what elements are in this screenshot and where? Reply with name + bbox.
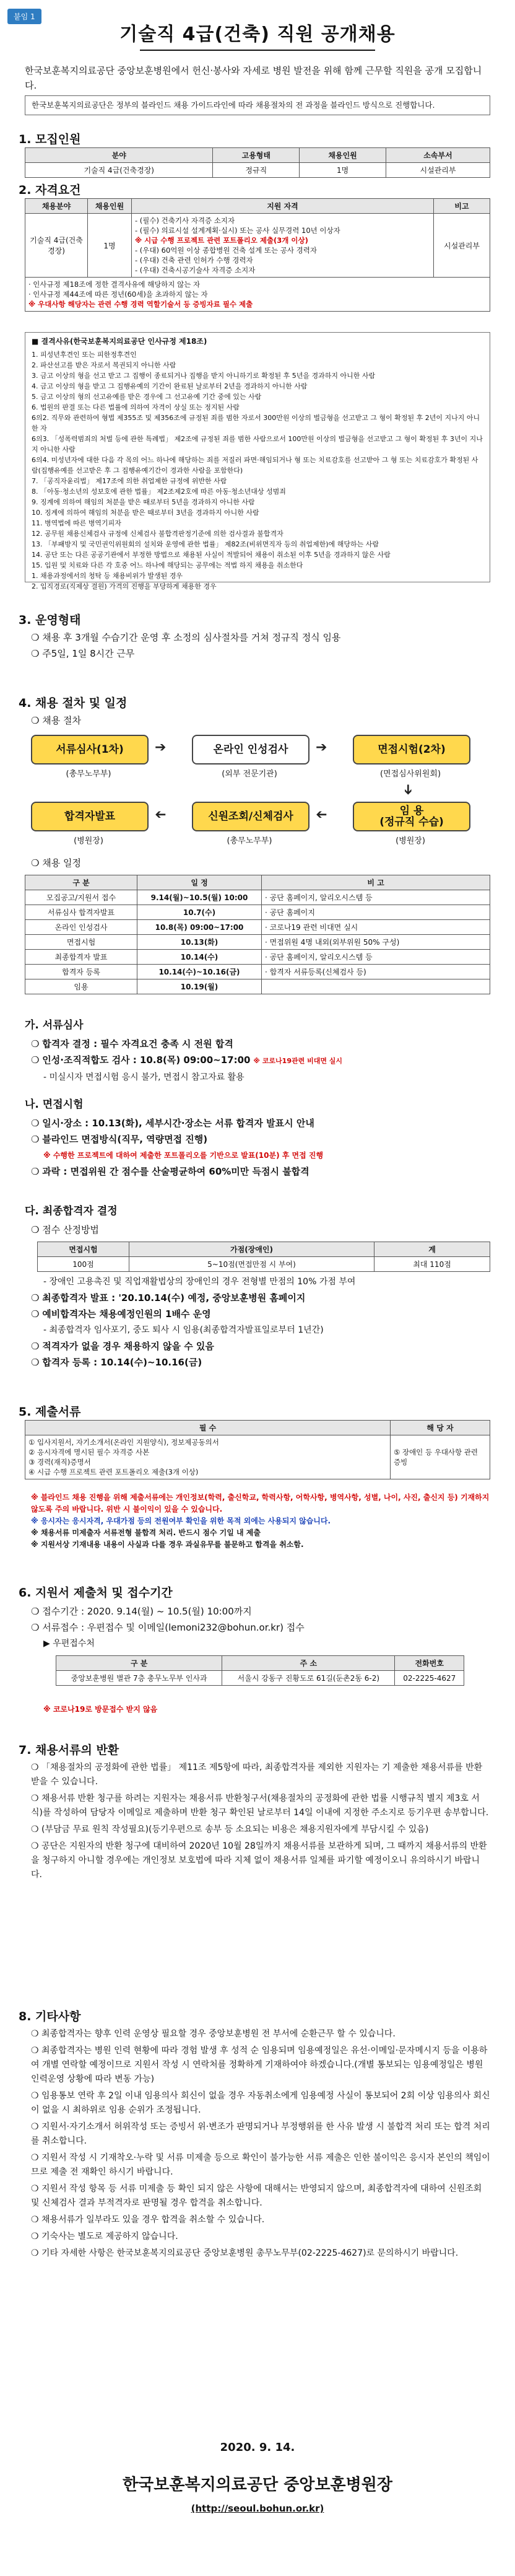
doc-review-sub: - 미실시자 면접시험 응시 불가, 면접시 참고자료 활용: [43, 1072, 245, 1082]
td-phone: 02-2225-4627: [395, 1671, 464, 1686]
section-return: 7. 채용서류의 반환: [19, 1743, 119, 1757]
return-item: [31, 1823, 490, 1837]
schedule-title: 채용 일정: [42, 857, 81, 869]
bullet-icon: ❍: [31, 2029, 42, 2039]
operation-text: 주5일, 1일 8시간 근무: [42, 648, 135, 659]
flow-step-1-owner: (총무노무부): [66, 769, 111, 779]
item-text: 기숙사는 별도로 제공하지 않습니다.: [41, 2232, 178, 2241]
disq-item: 2. 파산선고를 받은 자로서 복권되지 아니한 사람: [32, 361, 176, 369]
arrow-icon: ➔: [155, 740, 167, 755]
disq-item: 7. 「공직자윤리법」 제17조에 의한 취업제한 규정에 위반한 사람: [32, 477, 227, 485]
bullet-icon: ❍: [31, 2091, 42, 2101]
section-qualifications: 2. 자격요건: [19, 183, 81, 197]
operation-item: ❍ 채용 후 3개월 수습기간 운영 후 소정의 심사절차를 거쳐 정규직 정식 임용: [31, 632, 341, 643]
submission-item: ❍ 서류접수 : 우편접수 및 이메일(lemoni232@bohun.or.kr) 접수: [31, 1622, 305, 1633]
schedule-row: [25, 935, 490, 950]
schedule-cell: 서류심사 합격자발표: [25, 905, 137, 920]
qual-item: - (우대) 60억원 이상 종합병원 건축 설계 또는 공사 경력자: [135, 246, 317, 255]
disq-item: 14. 공단 또는 다른 공공기관에서 부정한 방법으로 채용된 사실이 적발되어 채용이 취소된 이후 5년을 경과하지 않은 사람: [32, 551, 391, 559]
disq-list: [32, 349, 483, 592]
qual-item: - (필수) 건축기사 자격증 소지자: [135, 216, 235, 225]
flow-step-6: 임 용 (정규직 수습): [353, 802, 470, 831]
arrow-left-icon: ➔: [316, 807, 327, 822]
qual-item: ※ 시급 수행 프로젝트 관련 포트폴리오 제출(3개 이상): [135, 236, 308, 245]
schedule-cell: · 면접위원 4명 내외(외부위원 50% 구성): [262, 935, 490, 950]
bullet-icon: ❍: [31, 2122, 42, 2132]
documents-notes: [31, 1492, 490, 1551]
schedule-cell: 10.7(수): [137, 905, 262, 920]
bullet-icon: ❍: [31, 1763, 42, 1772]
arrow-left-icon: ➔: [155, 807, 167, 822]
disq-item: 15. 입원 및 치료와 다른 각 호중 어느 하나에 해당되는 공무에는 적법 하지 채용을 취소한다: [32, 561, 303, 569]
th-q-note: 비고: [434, 199, 490, 214]
final-text: 적격자가 없을 경우 채용하지 않을 수 있음: [42, 1341, 214, 1352]
schedule-cell: 10.8(목) 09:00~17:00: [137, 920, 262, 935]
th-bonus: 가점(장애인): [129, 1242, 374, 1257]
interview-note: ※ 수행한 프로젝트에 대하여 제출한 포트폴리오를 기반으로 발표(10분) 후 면접 진행: [43, 1151, 324, 1160]
schedule-cell: [262, 979, 490, 994]
remark-item: · 인사규정 제44조에 따른 정년(60세)을 초과하지 않는 자: [28, 290, 208, 299]
must-docs: [25, 1435, 391, 1479]
doc-note: ※ 채용서류 미제출자 서류전형 불합격 처리. 반드시 점수 기일 내 제출: [31, 1528, 261, 1537]
process-title: 채용 절차: [42, 715, 81, 726]
return-list: [31, 1761, 490, 1885]
operation-list: [31, 629, 490, 662]
arrow-down-icon: ➔: [400, 784, 416, 795]
opt-docs: ⑤ 장애인 등 우대사항 관련 증빙: [391, 1435, 490, 1479]
final-sub: - 장애인 고용촉진 및 직업재활법상의 장애인의 경우 전형별 만점의 10% 가점 부여: [43, 1277, 356, 1287]
th-addr-type: 구 분: [56, 1656, 222, 1671]
doc-review-item: ❍ 합격자 결정 : 필수 자격요건 충족 시 전원 합격: [31, 1038, 233, 1049]
schedule-cell: 10.13(화): [137, 935, 262, 950]
disq-item: 1. 피성년후견인 또는 피한정후견인: [32, 351, 137, 359]
process-flow: [25, 735, 490, 896]
schedule-cell: 면접시험: [25, 935, 137, 950]
page-title: 기술직 4급(건축) 직원 공개채용: [0, 19, 515, 51]
blind-notice: 한국보훈복지의료공단은 정부의 블라인드 채용 가이드라인에 따라 채용절차의 전 과정을 블라인드 방식으로 진행합니다.: [25, 95, 490, 115]
item-text: 공단은 지원자의 반환 청구에 대비하여 2020년 10월 28일까지 채용서류를 보관하게 되며, 그 때까지 채용서류의 반환을 청구하지 아니할 경우에는 개인정보 보호법에 따라 지체 없이 채용서류 일체를 파기할 예정이오니 유의하시기 바랍니다.: [31, 1841, 487, 1880]
disq-item: 6의2. 직무와 관련하여 형법 제355조 및 제356조에 규정된 죄를 범한 자로서 300만원 이상의 벌금형을 선고받고 그 형이 확정된 후 2년이 지나지 아니한 자: [32, 414, 480, 432]
flow-step-2-owner: (외부 전문기관): [222, 769, 277, 779]
th-q-qual: 지원 자격: [132, 199, 434, 214]
process-label: ❍ 채용 절차: [31, 715, 81, 726]
flow-step-2: 온라인 인성검사: [192, 735, 309, 764]
footer-url[interactable]: (http://seoul.bohun.or.kr): [191, 2503, 324, 2514]
disq-item: 6. 법원의 판결 또는 다른 법률에 의하여 자격이 상실 또는 정지된 사람: [32, 403, 240, 411]
doc-item: ③ 경력(재직)증명서: [28, 1458, 91, 1466]
td-q-note: 시설관리부: [434, 214, 490, 278]
misc-item: [31, 2230, 490, 2244]
disq-item: 3. 금고 이상의 형을 선고 받고 그 집행이 종료되거나 집행을 받지 아니하기로 확정된 후 5년을 경과하지 아니한 사람: [32, 372, 376, 380]
th-addr: 주 소: [222, 1656, 395, 1671]
section-misc: 8. 기타사항: [19, 2010, 81, 2023]
remark-item: ※ 우대사항 해당자는 관련 수행 경력 역할기술서 등 증빙자료 필수 제출: [28, 300, 253, 309]
schedule-cell: 임용: [25, 979, 137, 994]
disq-item: 6의3. 「성폭력범죄의 처벌 등에 관한 특례법」 제2조에 규정된 죄를 범한 사람으로서 100만원 이상의 벌금형을 선고받고 그 형이 확정된 후 3년이 지나지 아니한 사람: [32, 435, 483, 453]
th-s-item: 구 분: [25, 875, 137, 890]
item-text: 「채용절차의 공정화에 관한 법률」 제11조 제5항에 따라, 최종합격자를 제외한 지원자는 기 제출한 채용서류를 반환받을 수 있습니다.: [31, 1763, 483, 1787]
td-addr-type: 중앙보훈병원 별관 7층 총무노무부 인사과: [56, 1671, 222, 1686]
th-s-date: 일 정: [137, 875, 262, 890]
disq-item: 6의4. 미성년자에 대한 다음 각 목의 어느 하나에 해당하는 죄를 저질러 파면·해임되거나 형 또는 치료감호를 선고받아 그 형 또는 치료감호가 확정된 사람(집행유예를 선고받은 후 그 집행유예기간이 경과한 사람을 포함한다): [32, 456, 478, 475]
item-text: 최종합격자는 향후 인력 운영상 필요할 경우 중앙보훈병원 전 부서에 순환근무 할 수 있습니다.: [41, 2029, 396, 2039]
submission-note: ※ 코로나19로 방문접수 받지 않음: [43, 1705, 158, 1714]
doc-item: ① 입사지원서, 자기소개서(온라인 지원양식), 정보제공동의서: [28, 1438, 219, 1447]
interview-list: [31, 1115, 490, 1180]
bullet-icon: ❍: [31, 2153, 42, 2163]
disq-item: 12. 공무원 채용신체검사 규정에 신체검사 불합격판정기준에 의한 검사결과 불합격자: [32, 530, 283, 538]
qual-item: - (우대) 건축시공기술사 자격증 소지자: [135, 266, 256, 274]
bullet-icon: ❍: [31, 1841, 42, 1851]
attachment-badge: 붙임 1: [7, 9, 41, 24]
bullet-icon: ❍: [31, 2046, 42, 2056]
misc-item: [31, 2151, 490, 2180]
th-q-field: 채용분야: [25, 199, 88, 214]
item-text: 기타 자세한 사항은 한국보훈복지의료공단 중앙보훈병원 총무노무부(02-2225-4627)로 문의하시기 바랍니다.: [41, 2248, 459, 2258]
qual-list: [132, 214, 434, 278]
item-text: 지원서 작성 시 기재착오·누락 및 서류 미제출 등으로 확인이 불가능한 서류 제출은 인한 불이익은 응시자 본인의 책임이므로 제출 전 재확인 하시기 바랍니다.: [31, 2153, 490, 2177]
th-s-note: 비 고: [262, 875, 490, 890]
th-must: 필 수: [25, 1421, 391, 1435]
final-item: ❍ 최종합격자 발표 : '20.10.14(수) 예정, 중앙보훈병원 홈페이지: [31, 1292, 306, 1303]
td-field: 기술직 4급(건축경장): [25, 163, 213, 178]
schedule-cell: 10.14(수): [137, 950, 262, 965]
td-type: 정규직: [213, 163, 300, 178]
th-opt: 해 당 자: [391, 1421, 490, 1435]
doc-item: ② 응시자격에 명시된 필수 자격증 사본: [28, 1448, 150, 1457]
flow-step-6-owner: (병원장): [396, 836, 425, 846]
disqualification-box: [25, 332, 490, 590]
item-text: 채용서류가 일부라도 있을 경우 합격을 취소할 수 있습니다.: [41, 2215, 265, 2225]
bullet-icon: ❍: [31, 2248, 42, 2258]
intro-text: 한국보훈복지의료공단 중앙보훈병원에서 헌신·봉사와 자세로 병원 발전을 위해 함께 근무할 직원을 공개 모집합니다.: [25, 65, 482, 91]
doc-review-text: 합격자 결정 : 필수 자격요건 충족 시 전원 합격: [42, 1038, 233, 1049]
misc-item: [31, 2213, 490, 2227]
bullet-icon: ❍: [31, 1825, 42, 1834]
disq-item: 8. 「아동·청소년의 성보호에 관한 법률」 제2조제2호에 따른 아동·청소년대상 성범죄: [32, 488, 286, 496]
schedule-cell: · 합격자 서류등록(신체검사 등): [262, 965, 490, 979]
th-q-count: 채용인원: [88, 199, 132, 214]
footer-org: 한국보훈복지의료공단 중앙보훈병원장: [122, 2476, 393, 2494]
final-title: 다. 최종합격자 결정: [25, 1205, 118, 1217]
remark-item: · 인사규정 제18조에 정한 결격사유에 해당하지 않는 자: [28, 280, 201, 289]
doc-note: ※ 응시자는 응시자격, 우대가점 등의 전원여부 확인을 위한 목적 외에는 사용되지 않습니다.: [31, 1517, 331, 1525]
qualification-table: [25, 198, 490, 312]
schedule-table: [25, 875, 490, 994]
bullet-icon: ❍: [31, 1794, 42, 1803]
footer-date: 2020. 9. 14.: [220, 2441, 295, 2454]
td-q-field: 기술직 4급(건축경장): [25, 214, 88, 278]
schedule-cell: 온라인 인성검사: [25, 920, 137, 935]
schedule-cell: 10.19(월): [137, 979, 262, 994]
flow-step-1: 서류심사(1차): [31, 735, 149, 764]
recruitment-table: [25, 147, 490, 178]
schedule-cell: 최종합격자 발표: [25, 950, 137, 965]
submission-text: 서류접수 : 우편접수 및 이메일(lemoni232@bohun.or.kr) 접수: [42, 1622, 305, 1633]
final-list: [31, 1274, 490, 1370]
interview-item: ❍ 일시·장소 : 10.13(화), 세부시간·장소는 서류 합격자 발표시 안내: [31, 1118, 314, 1129]
final-item: ❍ 예비합격자는 채용예정인원의 1배수 운영: [31, 1308, 211, 1320]
covid-note: ※ 코로나19관련 비대면 실시: [253, 1057, 343, 1065]
th-total: 계: [374, 1242, 490, 1257]
flow-step-3-owner: (면접심사위원회): [379, 769, 441, 779]
section-operation: 3. 운영형태: [19, 613, 81, 627]
disq-item: 11. 병역법에 따른 병역기피자: [32, 519, 121, 527]
final-sub: - 최종합격자 임사포기, 중도 퇴사 시 임용(최종합격자발표일로부터 1년간): [43, 1325, 324, 1335]
submission-list: [31, 1603, 490, 1652]
operation-item: ❍ 주5일, 1일 8시간 근무: [31, 648, 135, 659]
mail-label: ▶ 우편접수처: [43, 1639, 95, 1649]
section-documents: 5. 제출서류: [19, 1405, 81, 1419]
qual-item: - (필수) 의료시설 설계계획·실시) 또는 공사 실무경력 10년 이상자: [135, 226, 340, 235]
doc-review-text: 인성·조직적합도 검사 : 10.8(목) 09:00~17:00: [42, 1054, 251, 1066]
disq-item: 9. 징계에 의하여 해임의 처분을 받은 때로부터 5년을 경과하지 아니한 사람: [32, 498, 255, 506]
qual-remarks: [25, 278, 490, 312]
bullet-icon: ❍: [31, 2184, 42, 2194]
final-text: 최종합격자 발표 : '20.10.14(수) 예정, 중앙보훈병원 홈페이지: [42, 1292, 306, 1303]
td-bonus: 5~10점(면접만점 시 부여): [129, 1257, 374, 1272]
schedule-row: [25, 920, 490, 935]
item-text: 지원서·자기소개서 허위작성 또는 증빙서 위·변조가 판명되거나 부정행위를 한 사유 발생 시 불합격 처리 또는 합격 처리를 취소합니다.: [31, 2122, 490, 2146]
score-method: 점수 산정방법: [42, 1224, 99, 1235]
td-total: 최대 110점: [374, 1257, 490, 1272]
doc-note: ※ 블라인드 채용 진행을 위해 제출서류에는 개인정보(학력, 출신학교, 학력사항, 어학사항, 병역사항, 성별, 나이, 사진, 출신지 등) 기재하지 않도록 주의 바랍니다. 위반 시 불이익이 있을 수 있습니다.: [31, 1493, 490, 1514]
disq-title: ■ 결격사유(한국보훈복지의료공단 인사규정 제18조): [32, 337, 207, 346]
disq-item: 5. 금고 이상의 형의 선고유예를 받은 경우에 그 선고유예 기간 중에 있는 사람: [32, 393, 262, 401]
address-table: [56, 1655, 464, 1686]
td-dept: 시설관리부: [386, 163, 490, 178]
return-item: [31, 1792, 490, 1820]
th-type: 고용형태: [213, 148, 300, 163]
doc-item: ④ 시급 수행 프로젝트 관련 포트폴리오 제출(3개 이상): [28, 1468, 199, 1476]
item-text: 임용통보 연락 후 2일 이내 임용의사 회신이 없을 경우 자동취소에게 임용예정 사실이 통보되어 2회 이상 임용의사 회신이 없을 시 최하위로 임용 순위가 조정됩니다.: [31, 2091, 490, 2115]
misc-item: [31, 2027, 490, 2041]
schedule-cell: 모집공고/지원서 접수: [25, 890, 137, 905]
score-table: [37, 1242, 490, 1272]
final-score-label: ❍ 점수 산정방법: [31, 1224, 99, 1235]
schedule-row: [25, 890, 490, 905]
final-item: ❍ 합격자 등록 : 10.14(수)~10.16(금): [31, 1357, 202, 1368]
submission-item: ❍ 접수기간 : 2020. 9.14(월) ~ 10.5(월) 10:00까지: [31, 1606, 252, 1617]
schedule-row: [25, 950, 490, 965]
misc-item: [31, 2089, 490, 2118]
schedule-row: [25, 905, 490, 920]
doc-review-item: ❍ 인성·조직적합도 검사 : 10.8(목) 09:00~17:00 ※ 코로나19관련 비대면 실시: [31, 1054, 343, 1066]
th-dept: 소속부서: [386, 148, 490, 163]
disq-item: 10. 징계에 의하여 해임의 처분을 받은 때로부터 3년을 경과하지 아니한 사람: [32, 509, 259, 517]
td-addr: 서울시 강동구 진황도로 61길(둔촌2동 6-2): [222, 1671, 395, 1686]
schedule-cell: · 공단 홈페이지: [262, 905, 490, 920]
misc-list: [31, 2027, 490, 2263]
arrow-icon: ➔: [316, 740, 327, 755]
doc-review-title: 가. 서류심사: [25, 1019, 84, 1032]
misc-item: [31, 2044, 490, 2087]
schedule-cell: 9.14(월)~10.5(월) 10:00: [137, 890, 262, 905]
disq-item: 13. 「부패방지 및 국민권익위원회의 설치와 운영에 관한 법률」 제82조(비위면직자 등의 취업제한)에 해당하는 사람: [32, 540, 379, 548]
flow-step-3: 면접시험(2차): [353, 735, 470, 764]
misc-item: [31, 2246, 490, 2261]
final-item: ❍ 적격자가 없을 경우 채용하지 않을 수 있음: [31, 1341, 214, 1352]
td-score: 100점: [38, 1257, 129, 1272]
interview-item: ❍ 블라인드 면접방식(직무, 역량면접 진행): [31, 1134, 208, 1145]
misc-item: [31, 2182, 490, 2210]
return-item: [31, 1839, 490, 1882]
td-count: 1명: [300, 163, 386, 178]
doc-note: ※ 지원서상 기재내용 내용이 사실과 다를 경우 과실유무를 불문하고 합격을 취소함.: [31, 1540, 304, 1549]
final-text: 합격자 등록 : 10.14(수)~10.16(금): [42, 1357, 202, 1368]
submission-text: 접수기간 : 2020. 9.14(월) ~ 10.5(월) 10:00까지: [42, 1606, 252, 1617]
interview-text: 과락 : 면접위원 간 점수를 산술평균하여 60%미만 득점시 불합격: [42, 1166, 309, 1177]
schedule-cell: · 공단 홈페이지, 알리오시스템 등: [262, 950, 490, 965]
documents-table: [25, 1420, 490, 1479]
operation-text: 채용 후 3개월 수습기간 운영 후 소정의 심사절차를 거쳐 정규직 정식 임용: [42, 632, 341, 643]
return-item: [31, 1761, 490, 1789]
flow-step-5: 신원조회/신체검사: [192, 802, 309, 831]
schedule-cell: · 공단 홈페이지, 알리오시스템 등: [262, 890, 490, 905]
schedule-row: [25, 965, 490, 979]
item-text: 채용서류 반환 청구를 하려는 지원자는 채용서류 반환청구서(채용절차의 공정화에 관한 법률 시행규칙 별지 제3호 서식)를 작성하여 담당자 이메일로 제출하며 반환 청구 확인된 날로부터 14일 이내에 지정한 주소지로 등기우편 송부합니다.: [31, 1794, 489, 1818]
interview-text: 일시·장소 : 10.13(화), 세부시간·장소는 서류 합격자 발표시 안내: [42, 1118, 314, 1129]
item-text: (부담금 무료 원칙 작성필요)(등기우편으로 송부 등 소요되는 비용은 채용지원자에게 부담시킬 수 있음): [41, 1825, 429, 1834]
interview-item: ❍ 과락 : 면접위원 간 점수를 산술평균하여 60%미만 득점시 불합격: [31, 1166, 309, 1177]
schedule-label: ❍ 채용 일정: [31, 857, 81, 869]
td-q-count: 1명: [88, 214, 132, 278]
schedule-row: [25, 979, 490, 994]
th-score: 면접시험: [38, 1242, 129, 1257]
flow-step-4-owner: (병원장): [74, 836, 103, 846]
disq-item: 1. 채용과정에서의 청탁 등 채용비위가 발생된 경우: [32, 572, 183, 580]
disq-item: 2. 입직경로(직제상 결원) 가격의 진행을 부당하게 채용한 경우: [32, 582, 217, 590]
section-process: 4. 채용 절차 및 일정: [19, 696, 128, 710]
flow-step-5-owner: (총무노무부): [227, 836, 272, 846]
flow-step-4: 합격자발표: [31, 802, 149, 831]
interview-title: 나. 면접시험: [25, 1098, 84, 1111]
schedule-cell: 10.14(수)~10.16(금): [137, 965, 262, 979]
item-text: 최종합격자는 병원 인력 현황에 따라 경험 발생 후 성적 순 임용되며 임용예정일은 유선·이메일·문자메시지 등을 이용하여 개별 연락할 예정이므로 지원서 작성 시 연락처를 정확하게 기재하여야 하겠습니다.(개별 통보되는 임용예정일은 병원 인력운영 상황에 따라 변동 가능): [31, 2046, 488, 2084]
section-submission: 6. 지원서 제출처 및 접수기간: [19, 1586, 173, 1600]
schedule-cell: 합격자 등록: [25, 965, 137, 979]
bullet-icon: ❍: [31, 2232, 42, 2241]
misc-item: [31, 2120, 490, 2149]
qual-item: - (우대) 건축 관련 인허가 수행 경력자: [135, 256, 253, 265]
disq-item: 4. 금고 이상의 형을 받고 그 집행유예의 기간이 완료된 날로부터 2년을 경과하지 아니한 사람: [32, 382, 308, 390]
th-count: 채용인원: [300, 148, 386, 163]
section-recruitment-count: 1. 모집인원: [19, 133, 81, 146]
th-field: 분야: [25, 148, 213, 163]
bullet-icon: ❍: [31, 2215, 42, 2225]
final-text: 예비합격자는 채용예정인원의 1배수 운영: [42, 1308, 211, 1320]
interview-text: 블라인드 면접방식(직무, 역량면접 진행): [42, 1134, 208, 1145]
item-text: 지원서 작성 항목 등 서류 미제출 등 확인 되지 않은 사항에 대해서는 반영되지 않으며, 최종합격자에 대하여 신원조회 및 신체검사 결과 부적격자로 판명될 경우 합격을 취소합니다.: [31, 2184, 482, 2208]
schedule-cell: · 코로나19 관련 비대면 실시: [262, 920, 490, 935]
doc-review-list: [31, 1036, 490, 1085]
th-phone: 전화번호: [395, 1656, 464, 1671]
